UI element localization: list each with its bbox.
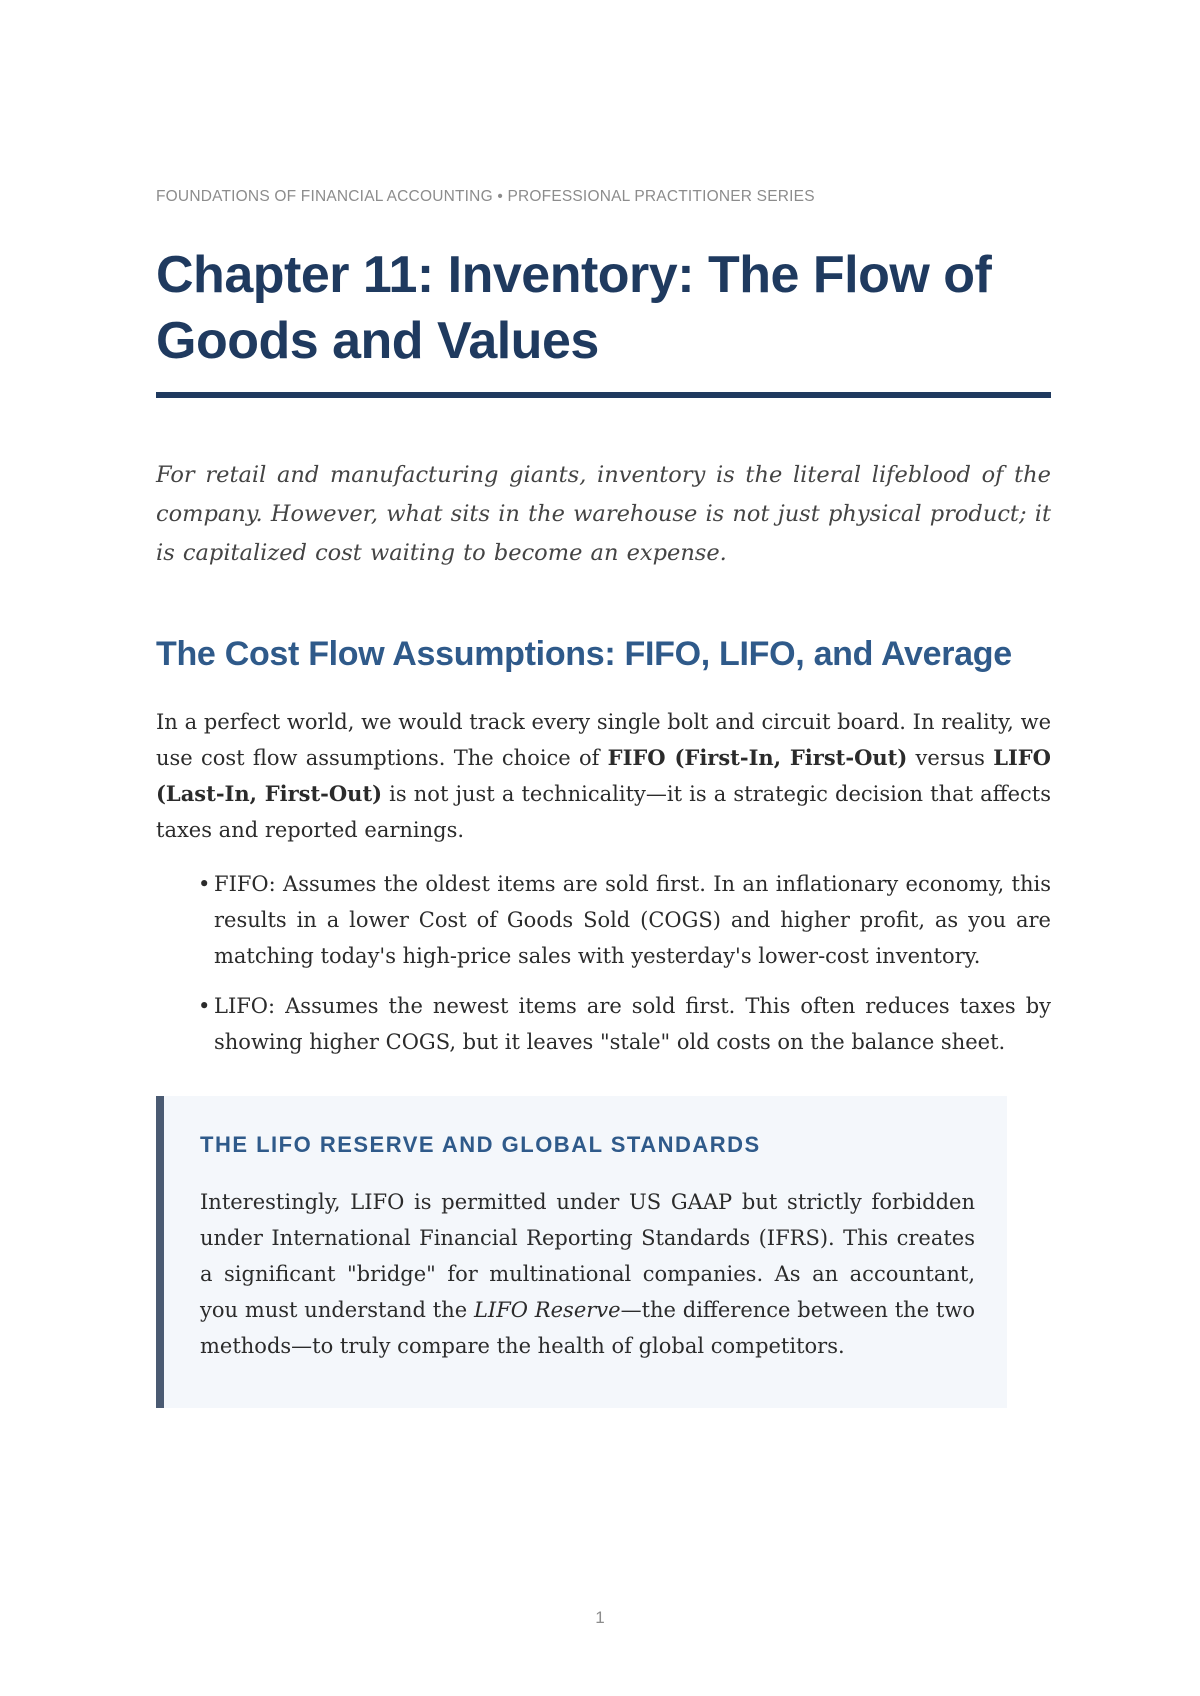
intro-text-2: versus: [907, 746, 994, 770]
cost-flow-list: [156, 866, 1051, 1060]
callout-emphasis: LIFO Reserve: [473, 1298, 621, 1322]
bullet-icon: •: [198, 994, 211, 1018]
lifo-reserve-callout: [156, 1096, 1007, 1408]
list-item-lifo: [198, 988, 1051, 1060]
page-content: [156, 188, 1051, 1408]
page-number: 1: [595, 1608, 605, 1627]
callout-text-1: Interestingly, LIFO is permitted under US GAAP but strictly forbidden under International Financial Reporting Standards (IFRS). This creates a significant "bridge" for multinational companies. As an accountant, you must understand the: [200, 1190, 975, 1322]
list-item-fifo: [198, 866, 1051, 974]
section-heading: The Cost Flow Assumptions: FIFO, LIFO, and Average: [156, 635, 1012, 673]
callout-text-2: —the difference between the two methods—to truly compare the health of global competitors.: [200, 1298, 975, 1358]
section-intro-paragraph: [156, 704, 1051, 848]
intro-text-3: is not just a technicality—it is a strategic decision that affects taxes and reported earnings.: [156, 782, 1051, 842]
running-header: FOUNDATIONS OF FINANCIAL ACCOUNTING • PROFESSIONAL PRACTITIONER SERIES: [156, 188, 815, 205]
intro-text-1: In a perfect world, we would track every single bolt and circuit board. In reality, we use cost flow assumptions. The choice of: [156, 710, 1051, 770]
callout-body: [200, 1184, 975, 1364]
bullet-icon: •: [198, 872, 211, 896]
list-item-text: : Assumes the newest items are sold first. This often reduces taxes by showing higher COGS, but it leaves "stale" old costs on the balance sheet.: [214, 994, 1051, 1054]
list-item-text: : Assumes the oldest items are sold first. In an inflationary economy, this results in a lower Cost of Goods Sold (COGS) and higher profit, as you are matching today's high-price sales with yesterday's lower-cost inventory.: [214, 872, 1051, 968]
list-item-term: FIFO: [214, 872, 269, 896]
chapter-lead-paragraph: For retail and manufacturing giants, inventory is the literal lifeblood of the company. However, what sits in the warehouse is not just physical product; it is capitalized cost waiting to become an expense.: [156, 462, 1051, 566]
callout-title: THE LIFO RESERVE AND GLOBAL STANDARDS: [200, 1132, 761, 1157]
lifo-term: LIFO (Last-In, First-Out): [156, 745, 1051, 806]
list-item-term: LIFO: [214, 994, 269, 1018]
title-divider: [156, 392, 1051, 398]
chapter-title: Chapter 11: Inventory: The Flow of Goods and Values: [156, 246, 992, 370]
fifo-term: FIFO (First-In, First-Out): [607, 745, 908, 770]
